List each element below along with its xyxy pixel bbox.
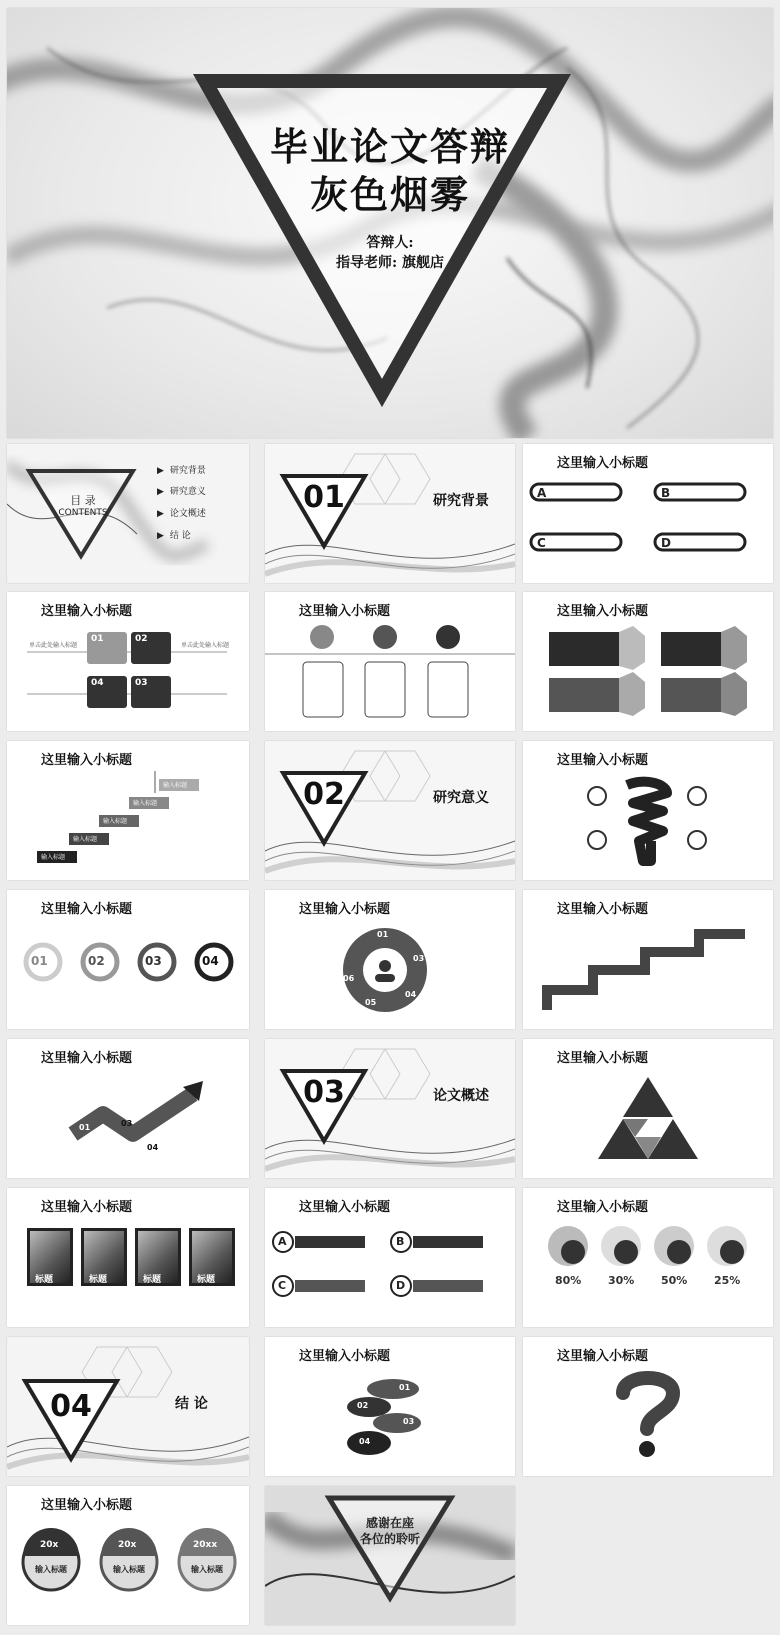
slide-subtitle: 这里输入小标题 <box>557 1200 649 1215</box>
cycle-label: 04 <box>405 990 417 999</box>
blob-label: 03 <box>403 1417 415 1426</box>
three-circle-slide[interactable] <box>265 592 515 731</box>
circle-year: 20xx <box>193 1540 218 1550</box>
bar-letter: C <box>278 1279 287 1292</box>
section-label: 研究背景 <box>433 493 489 509</box>
cycle-diagram <box>265 890 515 1029</box>
section-number: 01 <box>303 480 345 515</box>
ring-label: 03 <box>145 954 162 968</box>
side-text: 单击此处输入标题 <box>29 642 78 649</box>
circle-year: 20x <box>40 1540 59 1550</box>
slide-subtitle: 这里输入小标题 <box>557 604 649 619</box>
section-03-slide[interactable] <box>265 1039 515 1178</box>
bulb-slide[interactable] <box>523 741 773 880</box>
arrow-label: 03 <box>121 1119 133 1128</box>
toc-item-2[interactable]: ▶ 研究意义 <box>157 487 206 497</box>
section-04-slide[interactable] <box>7 1337 249 1476</box>
section-label: 研究意义 <box>433 790 489 806</box>
bar-letter: A <box>278 1235 287 1248</box>
blobs-slide[interactable] <box>265 1337 515 1476</box>
smoke-background <box>7 8 773 438</box>
bar-letter: B <box>396 1235 405 1248</box>
thanks-slide[interactable] <box>265 1486 515 1625</box>
side-text: 单击此处输入标题 <box>181 642 230 649</box>
question-slide[interactable] <box>523 1337 773 1476</box>
section-01-slide[interactable] <box>265 444 515 583</box>
pyramid-slide[interactable] <box>523 1039 773 1178</box>
circle-caption: 输入标题 <box>191 1564 223 1574</box>
photo-label: 标题 <box>197 1275 216 1285</box>
advisor-label: 指导老师: 旗舰店 <box>335 255 445 271</box>
rings-slide[interactable] <box>7 890 249 1029</box>
slide-subtitle: 这里输入小标题 <box>299 902 391 917</box>
photo-label: 标题 <box>35 1275 54 1285</box>
arrow-diagram <box>7 1039 249 1178</box>
slide-subtitle: 这里输入小标题 <box>557 902 649 917</box>
percent-slide[interactable] <box>523 1188 773 1327</box>
percent-value: 25% <box>714 1274 741 1287</box>
thanks-line1: 感谢在座 <box>365 1516 414 1530</box>
blob-label: 04 <box>359 1437 371 1446</box>
slide-subtitle: 这里输入小标题 <box>557 456 649 471</box>
stair-label: 输入标题 <box>163 782 188 789</box>
letter-c: C <box>537 536 546 550</box>
smoke-background <box>265 1486 515 1625</box>
abcd-bars <box>265 1188 515 1327</box>
stair-label: 输入标题 <box>41 854 66 861</box>
grid-label-03: 03 <box>135 678 148 688</box>
percent-value: 50% <box>661 1274 688 1287</box>
slide-subtitle: 这里输入小标题 <box>557 1051 649 1066</box>
grid-label-04: 04 <box>91 678 104 688</box>
slide-subtitle: 这里输入小标题 <box>557 753 649 768</box>
cycle-label: 01 <box>377 930 389 939</box>
image-cards <box>523 592 773 731</box>
section-label: 结 论 <box>175 1396 208 1412</box>
slide-subtitle: 这里输入小标题 <box>299 1349 391 1364</box>
pyramid-diagram <box>523 1039 773 1178</box>
arrow-label: 04 <box>147 1143 159 1152</box>
three-circle-diagram <box>265 592 515 731</box>
circle-year: 20x <box>118 1540 137 1550</box>
letter-d: D <box>661 536 671 550</box>
slide-subtitle: 这里输入小标题 <box>41 753 133 768</box>
growth-steps <box>523 890 773 1029</box>
presenter-label: 答辩人: <box>366 235 414 251</box>
final-circles-slide[interactable] <box>7 1486 249 1625</box>
grid-label-02: 02 <box>135 634 148 644</box>
blob-label: 01 <box>399 1383 411 1392</box>
toc-slide[interactable] <box>7 444 249 583</box>
photo-label: 标题 <box>143 1275 162 1285</box>
photos-slide[interactable] <box>7 1188 249 1327</box>
bulb-diagram <box>523 741 773 880</box>
thanks-line2: 各位的聆听 <box>359 1532 420 1546</box>
bar-letter: D <box>396 1279 406 1292</box>
stair-label: 输入标题 <box>73 836 98 843</box>
slide-subtitle: 这里输入小标题 <box>41 1051 133 1066</box>
letter-b: B <box>661 486 671 500</box>
final-circles <box>7 1486 249 1625</box>
arrow-slide[interactable] <box>7 1039 249 1178</box>
slide-subtitle: 这里输入小标题 <box>41 1498 133 1513</box>
grid4-diagram <box>7 592 249 731</box>
circle-caption: 输入标题 <box>35 1564 67 1574</box>
hero-title-line1: 毕业论文答辩 <box>269 124 510 169</box>
abcd-bars-slide[interactable] <box>265 1188 515 1327</box>
slide-subtitle: 这里输入小标题 <box>557 1349 649 1364</box>
grid-label-01: 01 <box>91 634 104 644</box>
hero-slide[interactable] <box>7 8 773 438</box>
question-mark <box>523 1337 773 1476</box>
toc-item-3[interactable]: ▶ 论文概述 <box>157 509 206 519</box>
section-number: 03 <box>303 1075 345 1110</box>
photo-label: 标题 <box>89 1275 108 1285</box>
toc-item-4[interactable]: ▶ 结 论 <box>157 531 191 541</box>
cycle-slide[interactable] <box>265 890 515 1029</box>
stairs-slide[interactable] <box>7 741 249 880</box>
arrow-label: 01 <box>79 1123 91 1132</box>
stair-label: 输入标题 <box>133 800 158 807</box>
letter-a: A <box>537 486 547 500</box>
section-02-slide[interactable] <box>265 741 515 880</box>
circle-caption: 输入标题 <box>113 1564 145 1574</box>
growth-steps-slide[interactable] <box>523 890 773 1029</box>
cycle-label: 06 <box>343 974 355 983</box>
slide-subtitle: 这里输入小标题 <box>41 902 133 917</box>
cycle-label: 03 <box>413 954 425 963</box>
stair-label: 输入标题 <box>103 818 128 825</box>
toc-subtitle: CONTENTS <box>58 508 108 518</box>
image-cards-slide[interactable] <box>523 592 773 731</box>
section-number: 04 <box>50 1389 92 1424</box>
percent-value: 30% <box>608 1274 635 1287</box>
ring-label: 01 <box>31 954 48 968</box>
blobs-diagram <box>265 1337 515 1476</box>
percent-value: 80% <box>555 1274 582 1287</box>
ring-label: 02 <box>88 954 105 968</box>
ring-label: 04 <box>202 954 219 968</box>
hero-title-line2: 灰色烟雾 <box>309 172 470 217</box>
abcd-diagram <box>523 444 773 583</box>
section-label: 论文概述 <box>433 1088 489 1104</box>
toc-item-1[interactable]: ▶ 研究背景 <box>157 466 206 476</box>
percent-circles <box>523 1188 773 1327</box>
slide-subtitle: 这里输入小标题 <box>299 604 391 619</box>
toc-title: 目 录 <box>70 494 96 507</box>
section-number: 02 <box>303 777 345 812</box>
grid4-slide[interactable] <box>7 592 249 731</box>
slide-subtitle: 这里输入小标题 <box>41 1200 133 1215</box>
slide-subtitle: 这里输入小标题 <box>41 604 133 619</box>
slide-subtitle: 这里输入小标题 <box>299 1200 391 1215</box>
cycle-label: 05 <box>365 998 377 1007</box>
blob-label: 02 <box>357 1401 369 1410</box>
abcd-slide[interactable] <box>523 444 773 583</box>
arrow-label: 02 <box>107 1141 119 1150</box>
